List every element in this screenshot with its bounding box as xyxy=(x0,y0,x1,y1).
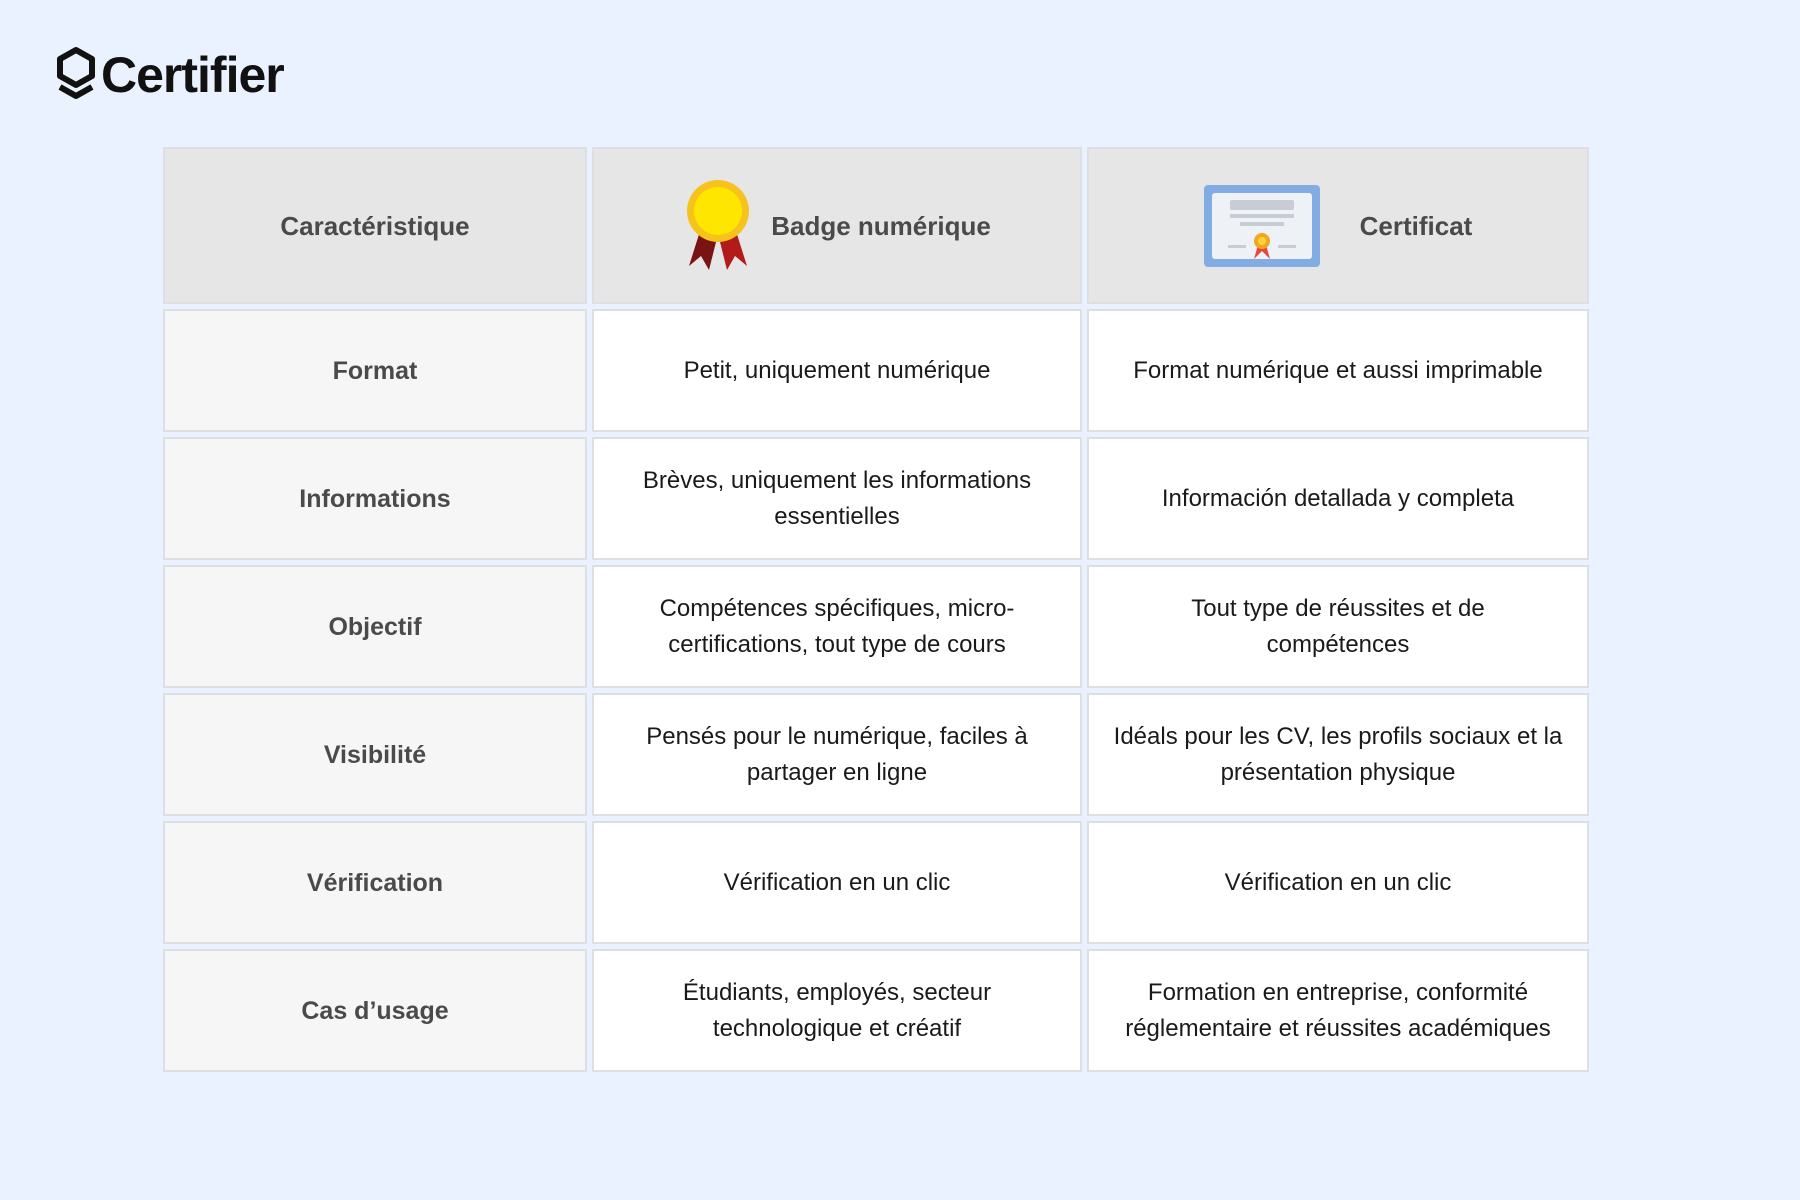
header-label: Certificat xyxy=(1359,210,1473,241)
comparison-table xyxy=(163,147,1589,1072)
badge-objectif: Compétences spécifiques, micro-certifications, tout type de cours xyxy=(592,565,1082,688)
badge-format: Petit, uniquement numérique xyxy=(592,309,1082,432)
badge-informations: Brèves, uniquement les informations essentielles xyxy=(592,437,1082,560)
badge-visibilite: Pensés pour le numérique, faciles à partager en ligne xyxy=(592,693,1082,816)
header-digital-badge xyxy=(592,147,1082,304)
row-label-format: Format xyxy=(163,309,587,432)
certificate-visibilite: Idéals pour les CV, les profils sociaux et la présentation physique xyxy=(1087,693,1589,816)
header-characteristic xyxy=(163,147,587,304)
row-label-verification: Vérification xyxy=(163,821,587,944)
row-label-visibilite: Visibilité xyxy=(163,693,587,816)
certificate-icon xyxy=(1204,185,1320,267)
badge-medal-icon xyxy=(683,178,753,273)
certificate-format: Format numérique et aussi imprimable xyxy=(1087,309,1589,432)
certificate-objectif: Tout type de réussites et de compétences xyxy=(1087,565,1589,688)
row-label-cas-usage: Cas d’usage xyxy=(163,949,587,1072)
badge-cas-usage: Étudiants, employés, secteur technologique et créatif xyxy=(592,949,1082,1072)
header-label: Caractéristique xyxy=(280,210,470,241)
certificate-informations: Información detallada y completa xyxy=(1087,437,1589,560)
row-label-informations: Informations xyxy=(163,437,587,560)
certifier-shield-icon xyxy=(55,46,97,104)
badge-verification: Vérification en un clic xyxy=(592,821,1082,944)
header-certificate xyxy=(1087,147,1589,304)
certifier-logo xyxy=(55,46,284,104)
header-label: Badge numérique xyxy=(771,210,991,241)
brand-name: Certifier xyxy=(101,47,284,103)
certificate-cas-usage: Formation en entreprise, conformité réglementaire et réussites académiques xyxy=(1087,949,1589,1072)
certificate-verification: Vérification en un clic xyxy=(1087,821,1589,944)
row-label-objectif: Objectif xyxy=(163,565,587,688)
